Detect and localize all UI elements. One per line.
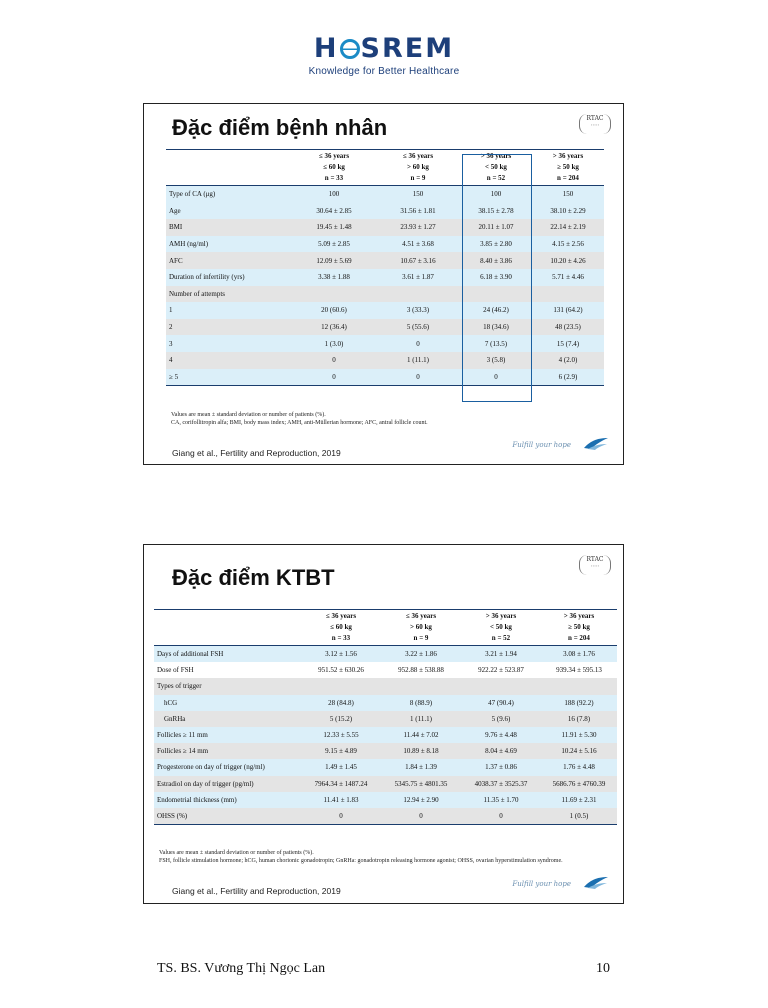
column-header-line: ≤ 60 kg: [330, 623, 352, 631]
table-cell: 8.04 ± 4.69: [461, 743, 541, 759]
table-cell: [461, 678, 541, 694]
slide-title: Đặc điểm KTBT: [172, 565, 335, 590]
page-number: 10: [596, 961, 610, 976]
swoosh-logo-icon: [583, 875, 609, 889]
slide-stimulation-characteristics: [143, 544, 624, 904]
column-header-line: ≤ 36 years: [325, 612, 357, 620]
table-cell: 1.76 ± 4.48: [541, 759, 617, 775]
table-cell: 0: [301, 808, 381, 825]
globe-icon: [340, 39, 360, 59]
table-cell: [541, 678, 617, 694]
table-cell: 10.67 ± 3.16: [376, 252, 460, 269]
column-header: [460, 150, 532, 186]
header-empty: [154, 610, 301, 646]
table-cell: 131 (64.2): [532, 302, 604, 319]
table-cell: 47 (90.4): [461, 695, 541, 711]
column-header: [541, 610, 617, 646]
column-header-line: n = 33: [324, 174, 344, 182]
table-cell: 24 (46.2): [460, 302, 532, 319]
logo-wordmark: [0, 34, 768, 64]
table-cell: 5686.76 ± 4760.39: [541, 776, 617, 792]
table-cell: 28 (84.8): [301, 695, 381, 711]
column-header-line: > 36 years: [480, 152, 512, 160]
column-header-line: ≤ 36 years: [318, 152, 350, 160]
logo-prefix: H: [313, 33, 339, 64]
table-row: [166, 319, 604, 336]
footnote-line: Values are mean ± standard deviation or number of patients (%).: [159, 850, 314, 856]
table-cell: 5.09 ± 2.85: [292, 236, 376, 253]
table-cell: [292, 286, 376, 303]
column-header-line: n = 9: [413, 634, 429, 642]
column-header: [301, 610, 381, 646]
table-cell: 951.52 ± 630.26: [301, 662, 381, 678]
table-cell: 150: [376, 186, 460, 203]
table-cell: 1.84 ± 1.39: [381, 759, 461, 775]
table-cell: 1 (11.1): [381, 711, 461, 727]
row-label: 3: [166, 335, 292, 352]
row-label: Number of attempts: [166, 286, 292, 303]
row-label: Estradiol on day of trigger (pg/ml): [154, 776, 301, 792]
row-label: Follicles ≥ 11 mm: [154, 727, 301, 743]
table-row: [166, 302, 604, 319]
table-cell: 20 (60.6): [292, 302, 376, 319]
footnote-line: CA, corifollitropin alfa; BMI, body mass index; AMH, anti-Müllerian hormone; AFC, antral follicle count.: [171, 420, 428, 426]
table-cell: 3 (5.8): [460, 352, 532, 369]
table-cell: 7964.34 ± 1487.24: [301, 776, 381, 792]
column-header-line: ≤ 36 years: [405, 612, 437, 620]
table-cell: 939.34 ± 595.13: [541, 662, 617, 678]
table-cell: 3.21 ± 1.94: [461, 646, 541, 663]
table-cell: 11.44 ± 7.02: [381, 727, 461, 743]
rtac-label: RTAC: [586, 556, 604, 563]
column-header-line: > 36 years: [563, 612, 595, 620]
table-cell: 23.93 ± 1.27: [376, 219, 460, 236]
footnote-line: Values are mean ± standard deviation or number of patients (%).: [171, 412, 326, 418]
table-cell: 12.33 ± 5.55: [301, 727, 381, 743]
table-cell: 5.71 ± 4.46: [532, 269, 604, 286]
table-cell: 4038.37 ± 3525.37: [461, 776, 541, 792]
table-header-row: [166, 150, 604, 186]
table-cell: 150: [532, 186, 604, 203]
column-header-line: ≥ 50 kg: [557, 163, 579, 171]
table-cell: 1 (3.0): [292, 335, 376, 352]
column-header-line: n = 33: [331, 634, 351, 642]
table-cell: 12 (36.4): [292, 319, 376, 336]
table-row: [154, 759, 617, 775]
table-cell: 8 (88.9): [381, 695, 461, 711]
footnote-line: FSH, follicle stimulation hormone; hCG, human chorionic gonadotropin; GnRHa: gonadotropin releasing hormone agonist; OHSS, ovarian hyperstimulation syndrome.: [159, 858, 563, 864]
table-row: [154, 695, 617, 711]
table-cell: 22.14 ± 2.19: [532, 219, 604, 236]
citation: Giang et al., Fertility and Reproduction, 2019: [172, 886, 341, 896]
table-cell: 11.41 ± 1.83: [301, 792, 381, 808]
table-cell: 3.22 ± 1.86: [381, 646, 461, 663]
slide-title: Đặc điểm bệnh nhân: [172, 115, 388, 140]
table-row: [154, 711, 617, 727]
table-row: [166, 352, 604, 369]
rtac-badge: [579, 555, 611, 575]
table-cell: 188 (92.2): [541, 695, 617, 711]
data-table: [154, 609, 617, 825]
logo-tagline: Knowledge for Better Healthcare: [308, 66, 460, 77]
table-row: [154, 678, 617, 694]
footnote-line: •••••: [590, 564, 600, 568]
column-header-line: > 60 kg: [407, 163, 429, 171]
table-cell: 1.37 ± 0.86: [461, 759, 541, 775]
table-cell: 10.24 ± 5.16: [541, 743, 617, 759]
table-cell: 4.15 ± 2.56: [532, 236, 604, 253]
table-cell: 4 (2.0): [532, 352, 604, 369]
table-row: [154, 776, 617, 792]
row-label: AFC: [166, 252, 292, 269]
column-header-line: < 50 kg: [485, 163, 507, 171]
table-cell: 12.09 ± 5.69: [292, 252, 376, 269]
table-cell: 3.85 ± 2.80: [460, 236, 532, 253]
table-row: [166, 335, 604, 352]
slide-patient-characteristics: [143, 103, 624, 465]
table-cell: 9.15 ± 4.89: [301, 743, 381, 759]
table-cell: [460, 286, 532, 303]
table-cell: 18 (34.6): [460, 319, 532, 336]
row-label: OHSS (%): [154, 808, 301, 825]
table-cell: 11.35 ± 1.70: [461, 792, 541, 808]
table-cell: [376, 286, 460, 303]
table-panel: [166, 149, 604, 439]
column-header-line: > 60 kg: [410, 623, 432, 631]
table-row: [154, 808, 617, 825]
table-row: [166, 236, 604, 253]
column-header: [461, 610, 541, 646]
data-table: [166, 149, 604, 386]
table-cell: 1 (0.5): [541, 808, 617, 825]
table-cell: 30.64 ± 2.85: [292, 203, 376, 220]
table-cell: 0: [292, 352, 376, 369]
table-cell: 10.89 ± 8.18: [381, 743, 461, 759]
column-header-line: n = 52: [486, 174, 506, 182]
hosrem-logo: [0, 34, 768, 77]
row-label: Endometrial thickness (mm): [154, 792, 301, 808]
column-header-line: n = 9: [410, 174, 426, 182]
table-cell: 1.49 ± 1.45: [301, 759, 381, 775]
table-cell: 3.38 ± 1.88: [292, 269, 376, 286]
table-cell: [381, 678, 461, 694]
citation: Giang et al., Fertility and Reproduction, 2019: [172, 448, 341, 458]
page-author: TS. BS. Vương Thị Ngọc Lan: [157, 961, 326, 976]
table-cell: 0: [461, 808, 541, 825]
swoosh-logo-icon: [583, 436, 609, 450]
table-footnote: [171, 411, 428, 427]
table-cell: 38.10 ± 2.29: [532, 203, 604, 220]
row-label: Dose of FSH: [154, 662, 301, 678]
table-row: [166, 269, 604, 286]
column-header-line: n = 204: [568, 634, 590, 642]
table-row: [166, 369, 604, 386]
row-label: Days of additional FSH: [154, 646, 301, 663]
table-cell: 3.12 ± 1.56: [301, 646, 381, 663]
row-label: 4: [166, 352, 292, 369]
column-header: [376, 150, 460, 186]
table-cell: 11.69 ± 2.31: [541, 792, 617, 808]
table-cell: 16 (7.8): [541, 711, 617, 727]
column-header: [532, 150, 604, 186]
row-label: ≥ 5: [166, 369, 292, 386]
table-cell: 0: [376, 369, 460, 386]
table-cell: 10.20 ± 4.26: [532, 252, 604, 269]
row-label: Age: [166, 203, 292, 220]
table-cell: 0: [460, 369, 532, 386]
table-footnote: [159, 849, 563, 865]
row-label: hCG: [154, 695, 301, 711]
table-cell: 952.88 ± 538.88: [381, 662, 461, 678]
table-cell: 9.76 ± 4.48: [461, 727, 541, 743]
table-cell: 19.45 ± 1.48: [292, 219, 376, 236]
row-label: Type of CA (μg): [166, 186, 292, 203]
rtac-label: RTAC: [586, 115, 604, 122]
table-cell: 38.15 ± 2.78: [460, 203, 532, 220]
table-cell: 48 (23.5): [532, 319, 604, 336]
table-row: [166, 252, 604, 269]
table-row: [154, 792, 617, 808]
column-header-line: ≤ 36 years: [402, 152, 434, 160]
row-label: Follicles ≥ 14 mm: [154, 743, 301, 759]
table-row: [154, 743, 617, 759]
column-header-line: > 36 years: [552, 152, 584, 160]
column-header: [292, 150, 376, 186]
table-row: [166, 286, 604, 303]
column-header-line: n = 52: [491, 634, 511, 642]
row-label: 1: [166, 302, 292, 319]
table-header-row: [154, 610, 617, 646]
table-cell: 6 (2.9): [532, 369, 604, 386]
logo-suffix: SREM: [360, 33, 455, 64]
table-cell: 5 (9.6): [461, 711, 541, 727]
table-cell: [532, 286, 604, 303]
motto-text: Fulfill your hope: [512, 880, 571, 888]
table-cell: 0: [376, 335, 460, 352]
table-cell: 11.91 ± 5.30: [541, 727, 617, 743]
row-label: BMI: [166, 219, 292, 236]
rtac-badge: [579, 114, 611, 134]
table-row: [166, 186, 604, 203]
table-cell: 15 (7.4): [532, 335, 604, 352]
table-cell: [301, 678, 381, 694]
table-cell: 1 (11.1): [376, 352, 460, 369]
row-label: Progesterone on day of trigger (ng/ml): [154, 759, 301, 775]
table-cell: 6.18 ± 3.90: [460, 269, 532, 286]
table-cell: 8.40 ± 3.86: [460, 252, 532, 269]
table-cell: 12.94 ± 2.90: [381, 792, 461, 808]
table-cell: 5345.75 ± 4801.35: [381, 776, 461, 792]
column-header-line: ≤ 60 kg: [323, 163, 345, 171]
table-cell: 3 (33.3): [376, 302, 460, 319]
header-empty: [166, 150, 292, 186]
table-cell: 5 (15.2): [301, 711, 381, 727]
table-cell: 100: [292, 186, 376, 203]
table-cell: 31.56 ± 1.81: [376, 203, 460, 220]
table-cell: 0: [292, 369, 376, 386]
table-cell: 3.61 ± 1.87: [376, 269, 460, 286]
table-row: [154, 662, 617, 678]
row-label: GnRHa: [154, 711, 301, 727]
table-cell: 100: [460, 186, 532, 203]
footnote-line: •••••: [590, 123, 600, 127]
table-panel: [154, 609, 617, 879]
table-row: [166, 219, 604, 236]
row-label: AMH (ng/ml): [166, 236, 292, 253]
column-header-line: ≥ 50 kg: [568, 623, 590, 631]
column-header-line: > 36 years: [485, 612, 517, 620]
table-row: [154, 646, 617, 663]
column-header-line: n = 204: [557, 174, 579, 182]
motto-text: Fulfill your hope: [512, 441, 571, 449]
table-cell: 20.11 ± 1.07: [460, 219, 532, 236]
table-row: [154, 727, 617, 743]
column-header: [381, 610, 461, 646]
table-cell: 7 (13.5): [460, 335, 532, 352]
row-label: Duration of infertility (yrs): [166, 269, 292, 286]
table-cell: 4.51 ± 3.68: [376, 236, 460, 253]
table-cell: 0: [381, 808, 461, 825]
column-header-line: < 50 kg: [490, 623, 512, 631]
row-label: 2: [166, 319, 292, 336]
table-cell: 922.22 ± 523.87: [461, 662, 541, 678]
table-row: [166, 203, 604, 220]
row-label: Types of trigger: [154, 678, 301, 694]
table-cell: 3.08 ± 1.76: [541, 646, 617, 663]
table-cell: 5 (55.6): [376, 319, 460, 336]
